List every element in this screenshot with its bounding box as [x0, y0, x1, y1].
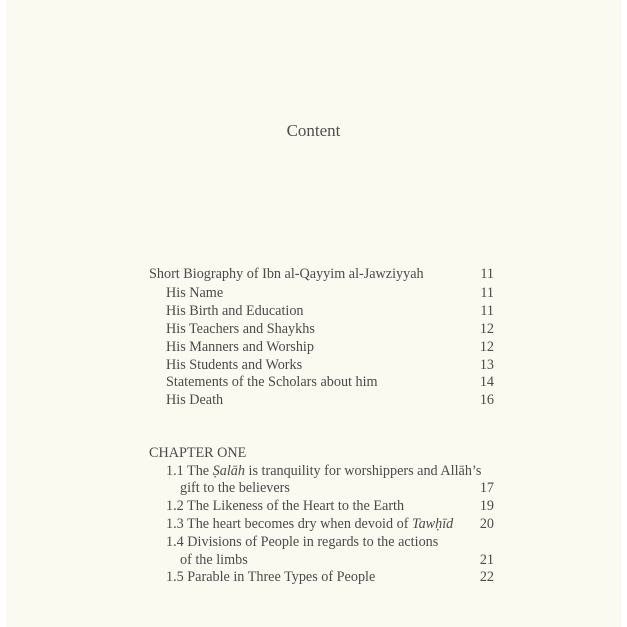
toc-page-number: 12	[479, 321, 494, 337]
toc-entry-text-italic: Ṣalāh	[212, 463, 245, 479]
toc-entry-1-3	[166, 515, 453, 533]
toc-heading-chapter-one: CHAPTER ONE	[149, 445, 247, 461]
book-page	[6, 0, 621, 627]
toc-page-number: 14	[479, 374, 494, 390]
toc-entry-1-5	[166, 568, 375, 586]
toc-page-number: 13	[479, 357, 494, 373]
toc-entry: His Name	[166, 285, 224, 301]
toc-entry-text-pre: The	[187, 463, 213, 479]
toc-page-number: 20	[479, 516, 494, 532]
toc-entry-continuation: gift to the believers	[180, 480, 290, 496]
toc-entry: His Death	[166, 392, 224, 408]
toc-entry-text: Parable in Three Types of People	[187, 569, 376, 585]
toc-page-number: 11	[480, 266, 494, 282]
toc-entry-1-2	[166, 497, 404, 515]
toc-page-number: 22	[479, 569, 494, 585]
toc-entry: Statements of the Scholars about him	[166, 374, 378, 390]
toc-entry-text: The Likeness of the Heart to the Earth	[187, 498, 405, 514]
toc-entry-number: 1.4	[166, 534, 184, 550]
toc-page-number: 11	[480, 285, 494, 301]
toc-entry-number: 1.1	[166, 463, 184, 479]
toc-entry-1-4	[166, 533, 438, 551]
toc-entry-text-pre: The heart becomes dry when devoid of	[187, 516, 412, 532]
toc-entry-text: Divisions of People in regards to the actions	[187, 534, 439, 550]
toc-entry: His Manners and Worship	[166, 339, 314, 355]
toc-entry-number: 1.2	[166, 498, 184, 514]
toc-entry-text-post: is tranquility for worshippers and Allāh’s	[244, 463, 482, 479]
toc-page-number: 12	[479, 339, 494, 355]
toc-page-number: 21	[479, 552, 494, 568]
toc-page-number: 17	[479, 480, 494, 496]
toc-page-number: 19	[479, 498, 494, 514]
toc-entry-number: 1.5	[166, 569, 184, 585]
toc-page-number: 16	[479, 392, 494, 408]
toc-entry-number: 1.3	[166, 516, 184, 532]
toc-entry-text-italic: Tawḥīd	[411, 516, 454, 532]
toc-entry-1-1	[166, 462, 481, 480]
toc-entry: His Teachers and Shaykhs	[166, 321, 315, 337]
toc-entry-continuation: of the limbs	[180, 552, 248, 568]
toc-page-number: 11	[480, 303, 494, 319]
toc-entry: His Birth and Education	[166, 303, 304, 319]
toc-heading-biography: Short Biography of Ibn al-Qayyim al-Jawziyyah	[149, 266, 424, 282]
toc-entry: His Students and Works	[166, 357, 303, 373]
page-title: Content	[286, 121, 341, 140]
